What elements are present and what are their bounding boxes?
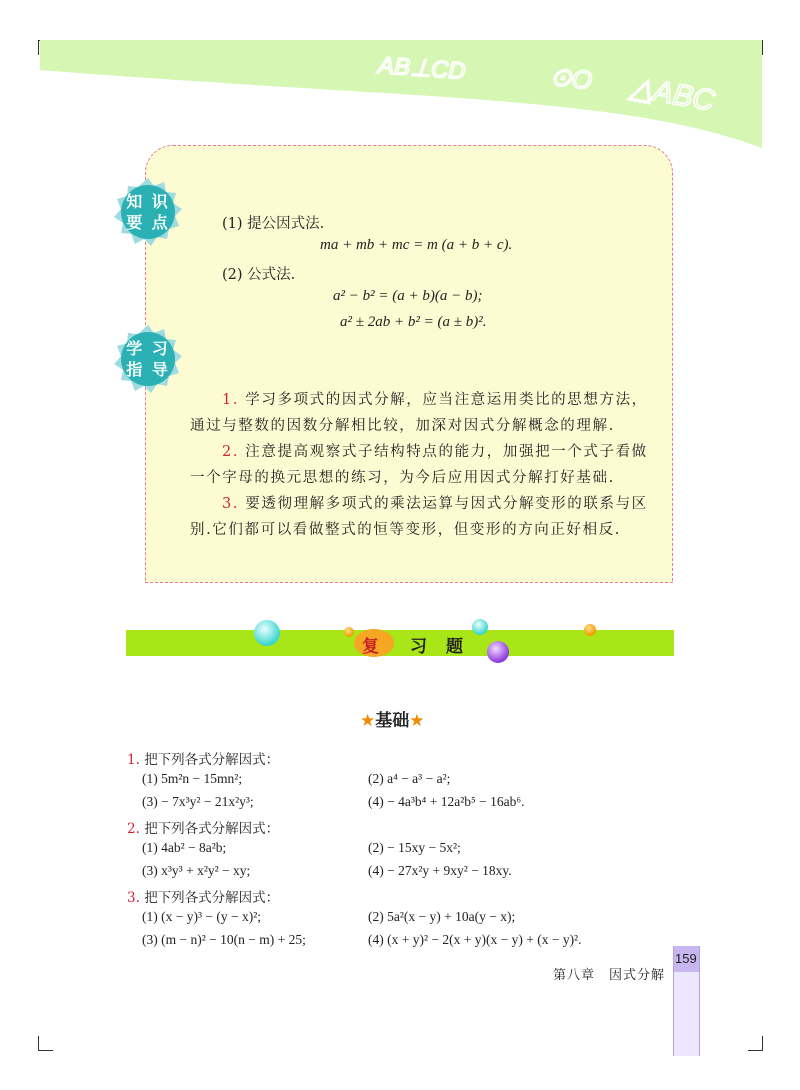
exercise-1-number: 1. <box>127 752 140 768</box>
guidance-3-text1: 要透彻理解多项式的乘法运算与因式分解变形的联系与区 <box>245 496 648 512</box>
header-symbol-circle: ⊙O <box>548 60 594 96</box>
exercise-1-item-3: (3) − 7x³y² − 21x²y³; <box>142 794 254 809</box>
star-icon-left: ★ <box>360 711 376 731</box>
section-title-basic <box>360 706 425 731</box>
exercise-3-prompt <box>127 886 279 906</box>
formula-difference-of-squares: a² − b² = (a + b)(a − b); <box>333 288 483 304</box>
section-title-text: 基础 <box>375 711 410 731</box>
exercise-2-item-1: (1) 4ab² − 8a²b; <box>142 840 227 855</box>
exercise-2-number: 2. <box>127 821 140 837</box>
crop-mark-bottom-left <box>38 1036 53 1051</box>
exercise-2-item-2: (2) − 15xy − 5x²; <box>368 840 461 855</box>
guidance-2-number: 2. <box>222 444 240 460</box>
study-guidance-badge <box>112 323 184 395</box>
review-title-char-3: 题 <box>446 637 463 657</box>
exercise-2-item-4: (4) − 27x²y + 9xy² − 18xy. <box>368 863 512 878</box>
exercise-2-prompt-text: 把下列各式分解因式： <box>144 821 280 837</box>
exercise-3-prompt-text: 把下列各式分解因式： <box>144 890 280 906</box>
exercise-2-item-3: (3) x³y³ + x²y² − xy; <box>142 863 251 878</box>
page-number: 159 <box>675 951 697 966</box>
exercise-1-item-1: (1) 5m²n − 15mn²; <box>142 771 243 786</box>
exercise-3-number: 3. <box>127 890 140 906</box>
knowledge-badge-line1: 知 识 <box>126 192 170 211</box>
guidance-2-line2: 一个字母的换元思想的练习，为今后应用因式分解打好基础. <box>190 470 615 486</box>
exercise-3-item-3: (3) (m − n)² − 10(n − m) + 25; <box>142 932 306 947</box>
decor-bubble-purple <box>487 641 509 663</box>
guidance-1-number: 1. <box>222 392 240 408</box>
guidance-3-line2: 别.它们都可以看做整式的恒等变形，但变形的方向正好相反. <box>190 522 622 538</box>
exercise-1-item-4: (4) − 4a³b⁴ + 12a²b⁵ − 16ab⁶. <box>368 794 525 809</box>
decor-bubble-teal <box>254 620 280 646</box>
exercise-3-item-1: (1) (x − y)³ − (y − x)²; <box>142 909 262 924</box>
formula-perfect-square: a² ± 2ab + b² = (a ± b)². <box>340 314 487 330</box>
guidance-1-line2: 通过与整数的因数分解相比较，加深对因式分解概念的理解. <box>190 418 615 434</box>
exercise-2-prompt <box>127 817 279 837</box>
guidance-2-line1 <box>222 440 648 461</box>
review-title-char-1: 复 <box>362 637 379 657</box>
decor-bubble-teal-small <box>472 619 488 635</box>
summary-item2-label: (2) 公式法. <box>222 267 296 283</box>
knowledge-points-badge <box>112 176 184 248</box>
guidance-1-line1 <box>222 388 648 409</box>
chapter-footer: 第八章 因式分解 <box>553 968 666 983</box>
exercise-3-item-4: (4) (x + y)² − 2(x + y)(x − y) + (x − y)². <box>368 932 582 947</box>
study-badge-line2: 指 导 <box>126 360 170 379</box>
guidance-2-text1: 注意提高观察式子结构特点的能力，加强把一个式子看做 <box>245 444 648 460</box>
summary-item1-label: (1) 提公因式法. <box>222 216 325 232</box>
exercise-1-prompt <box>127 748 279 768</box>
review-title-char-2: 习 <box>410 637 427 657</box>
header-symbol-triangle: △ABC <box>627 70 718 118</box>
guidance-1-text1: 学习多项式的因式分解，应当注意运用类比的思想方法， <box>245 392 648 408</box>
summary-item1-formula: ma + mb + mc = m (a + b + c). <box>320 237 513 253</box>
header-symbol-perpendicular: AB⊥CD <box>377 52 467 86</box>
exercise-1-item-2: (2) a⁴ − a³ − a²; <box>368 771 451 786</box>
decor-bubble-yellow <box>582 622 598 638</box>
exercise-1-prompt-text: 把下列各式分解因式： <box>144 752 280 768</box>
star-icon-right: ★ <box>409 711 425 731</box>
guidance-3-number: 3. <box>222 496 240 512</box>
guidance-3-line1 <box>222 492 648 513</box>
study-badge-line1: 学 习 <box>126 339 170 358</box>
crop-mark-bottom-right <box>748 1036 763 1051</box>
exercise-3-item-2: (2) 5a²(x − y) + 10a(y − x); <box>368 909 516 924</box>
knowledge-badge-line2: 要 点 <box>126 213 170 232</box>
